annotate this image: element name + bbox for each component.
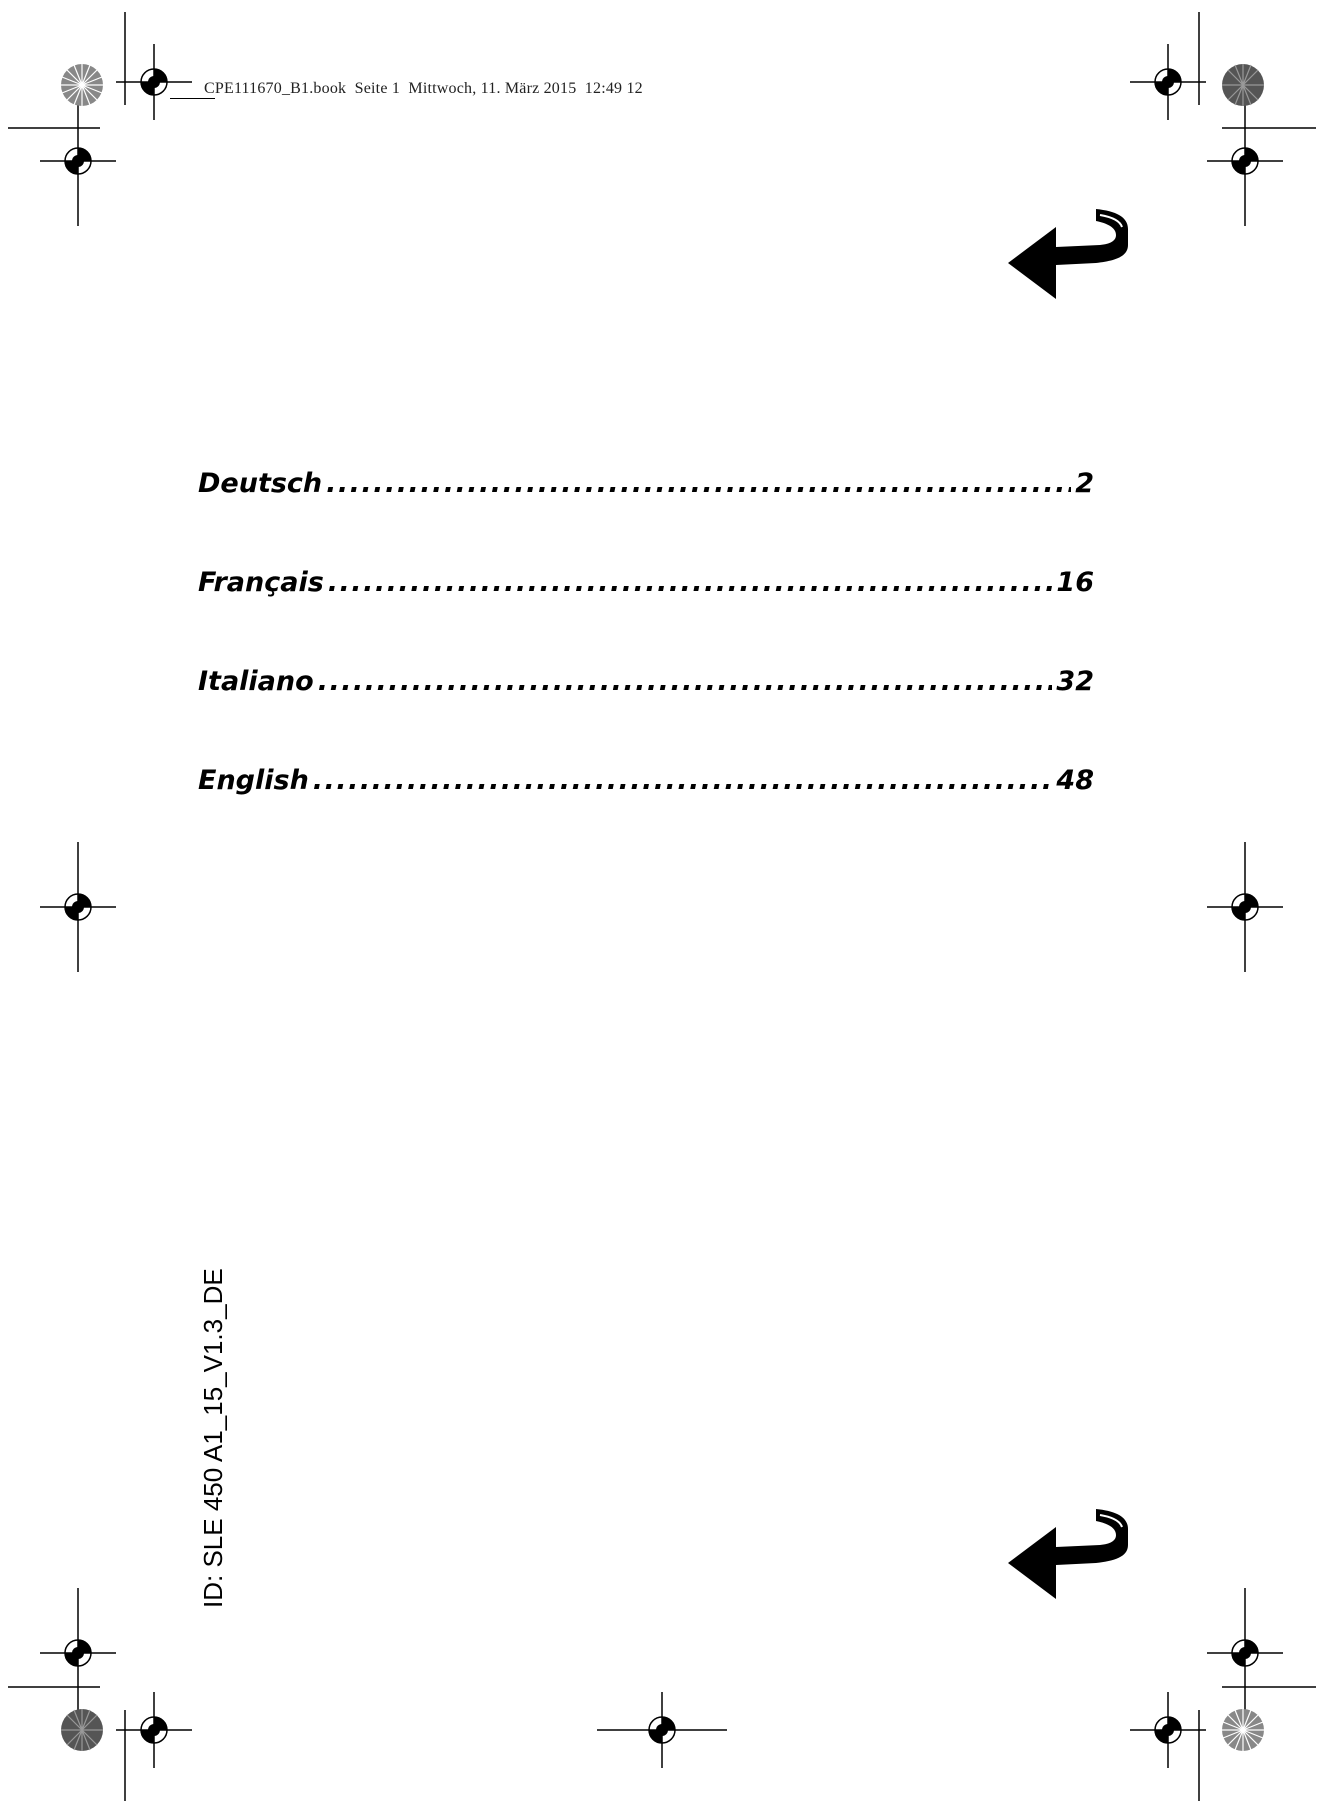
toc-item-francais[interactable] bbox=[198, 567, 1094, 666]
document-id: ID: SLE 450 A1_15_V1.3_DE bbox=[198, 1268, 228, 1608]
toc-item-label: Deutsch bbox=[198, 468, 323, 499]
registration-mark-icon bbox=[116, 1692, 192, 1768]
registration-mark-icon bbox=[40, 842, 116, 972]
toc-item-label: Français bbox=[198, 567, 324, 598]
registration-mark-icon bbox=[116, 44, 192, 120]
toc-item-english[interactable] bbox=[198, 765, 1094, 864]
table-of-contents bbox=[198, 468, 1094, 864]
registration-mark-icon bbox=[40, 96, 116, 226]
toc-item-page: 48 bbox=[1056, 765, 1094, 796]
toc-item-italiano[interactable] bbox=[198, 666, 1094, 765]
toc-item-label: English bbox=[198, 765, 309, 796]
toc-leader-dots bbox=[313, 765, 1053, 796]
registration-mark-icon bbox=[1130, 44, 1206, 120]
turn-page-arrow-icon bbox=[1004, 205, 1134, 305]
toc-item-page: 32 bbox=[1056, 666, 1094, 697]
registration-mark-icon bbox=[1207, 1588, 1283, 1718]
color-wheel-icon bbox=[60, 1708, 104, 1752]
registration-mark-icon bbox=[1207, 96, 1283, 226]
registration-mark-icon bbox=[40, 1588, 116, 1718]
toc-item-label: Italiano bbox=[198, 666, 314, 697]
toc-item-page: 16 bbox=[1056, 567, 1094, 598]
toc-leader-dots bbox=[318, 666, 1053, 697]
registration-mark-icon bbox=[1207, 842, 1283, 972]
toc-item-page: 2 bbox=[1075, 468, 1094, 499]
toc-leader-dots bbox=[326, 468, 1071, 499]
registration-mark-icon bbox=[597, 1692, 727, 1768]
color-wheel-icon bbox=[60, 63, 104, 107]
color-wheel-icon bbox=[1221, 63, 1265, 107]
turn-page-arrow-icon bbox=[1004, 1505, 1134, 1605]
toc-leader-dots bbox=[328, 567, 1053, 598]
registration-mark-icon bbox=[1130, 1692, 1206, 1768]
print-header: CPE111670_B1.book Seite 1 Mittwoch, 11. März 2015 12:49 12 bbox=[204, 80, 643, 97]
toc-item-deutsch[interactable] bbox=[198, 468, 1094, 567]
color-wheel-icon bbox=[1221, 1708, 1265, 1752]
